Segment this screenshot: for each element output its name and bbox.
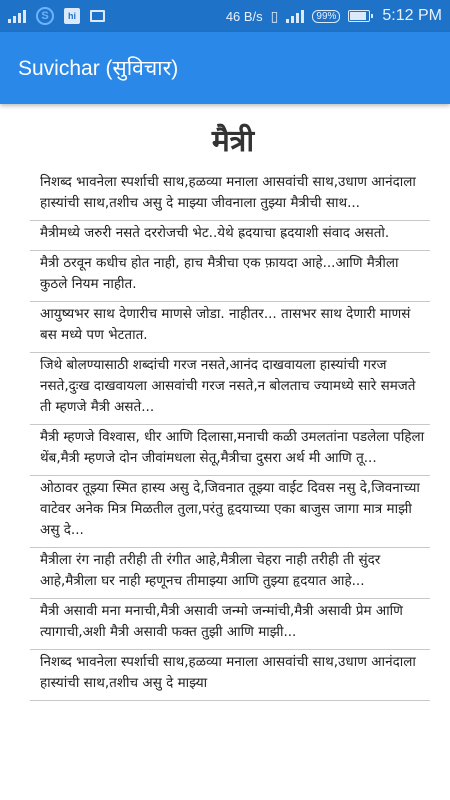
status-bar: [0, 0, 450, 32]
signal-icon: [8, 9, 26, 23]
quote-item[interactable]: निशब्द भावनेला स्पर्शाची साथ,हळव्या मनाला आसवांची साथ,उधाण आनंदाला हास्यांची साथ,तशीच असु दे माझ्या: [30, 650, 430, 701]
quote-item[interactable]: मैत्रीला रंग नाही तरीही ती रंगीत आहे,मैत्रीला चेहरा नाही तरीही ती सुंदर आहे,मैत्रीला घर नाही म्हणूनच तीमाझ्या आणि तुझ्या हृदयात आहे...: [30, 548, 430, 599]
clock: 5:12 PM: [382, 7, 442, 24]
image-notification-icon: [90, 10, 105, 22]
quote-item[interactable]: निशब्द भावनेला स्पर्शाची साथ,हळव्या मनाला आसवांची साथ,उधाण आनंदाला हास्यांची साथ,तशीच असु दे माझ्या जीवनाला तुझ्या मैत्रीची साथ...: [30, 170, 430, 221]
quote-item[interactable]: मैत्री म्हणजे विश्वास, धीर आणि दिलासा,मनाची कळी उमलतांना पडलेला पहिला थेंब,मैत्री म्हणजे दोन जीवांमधला सेतू,मैत्रीचा दुसरा अर्थ मी आणि तू...: [30, 425, 430, 476]
quote-item[interactable]: मैत्री असावी मना मनाची,मैत्री असावी जन्मो जन्मांची,मैत्री असावी प्रेम आणि त्यागाची,अशी मैत्री असावी फक्त तुझी आणि माझी...: [30, 599, 430, 650]
status-right: [226, 7, 442, 25]
quote-item[interactable]: आयुष्यभर साथ देणारीच माणसे जोडा. नाहीतर... तासभर साथ देणारी माणसं बस मध्ये पण भेटतात.: [30, 302, 430, 353]
battery-percent: 99%: [312, 10, 340, 23]
content-scroll[interactable]: [0, 104, 450, 800]
quote-item[interactable]: मैत्रीमध्ये जरुरी नसते दररोजची भेट..येथे ह्रदयाचा ह्रदयाशी संवाद असतो.: [30, 221, 430, 251]
hi-app-icon: hi: [64, 8, 80, 24]
page-heading: मैत्री: [211, 124, 255, 159]
app-bar: [0, 32, 450, 104]
signal-strength-icon: [286, 9, 304, 23]
quote-item[interactable]: ओठावर तूझ्या स्मित हास्य असु दे,जिवनात तूझ्या वाईट दिवस नसु दे,जिवनाच्या वाटेवर अनेक मित्र मिळतील तुला,परंतु हृदयाच्या एका बाजुस जागा मात्र माझी असु दे...: [30, 476, 430, 548]
quote-item[interactable]: मैत्री ठरवून कधीच होत नाही, हाच मैत्रीचा एक फ़ायदा आहे...आणि मैत्रीला कुठले नियम नाहीत.: [30, 251, 430, 302]
s-app-icon: S: [36, 7, 54, 25]
app-title: Suvichar (सुविचार): [18, 57, 179, 80]
battery-icon: [348, 10, 370, 22]
network-speed: 46 B/s: [225, 8, 263, 24]
quote-item[interactable]: जिथे बोलण्यासाठी शब्दांची गरज नसते,आनंद दाखवायला हास्यांची गरज नसते,दुःख दाखवायला आसवांची गरज नसते,न बोलताच ज्यामध्ये सारे समजते ती म्हणजे मैत्री असते...: [30, 353, 430, 425]
vibrate-icon: ▯: [270, 7, 279, 24]
quote-list: [30, 170, 436, 701]
status-left: [8, 7, 105, 25]
